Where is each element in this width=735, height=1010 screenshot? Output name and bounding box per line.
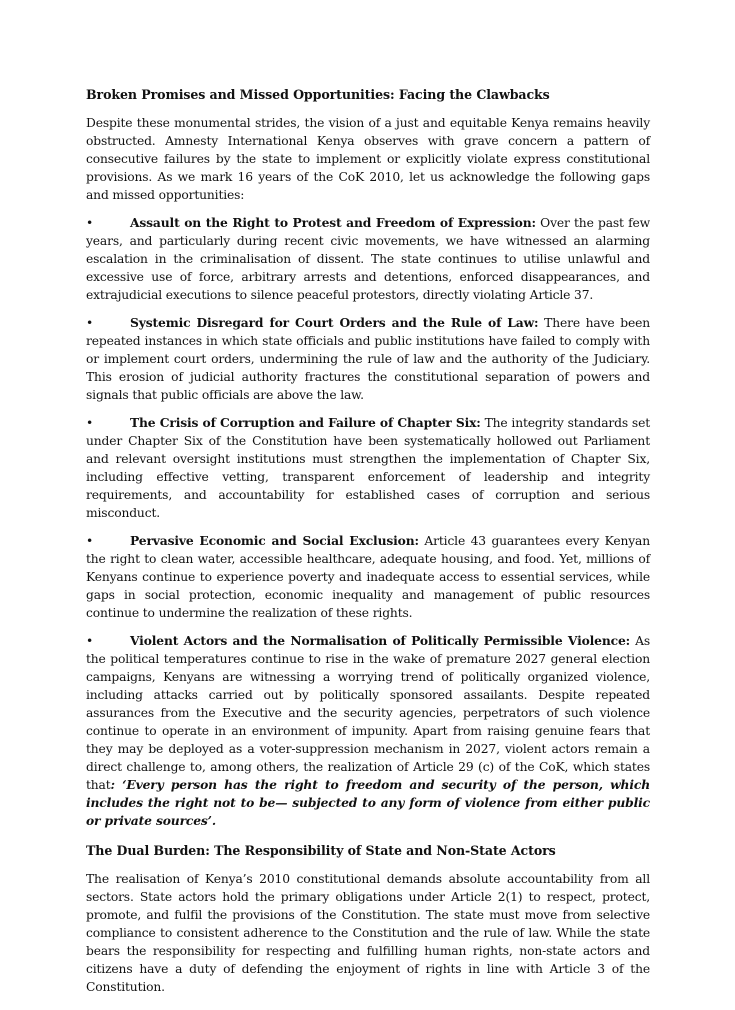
bullet-marker: • (86, 216, 94, 230)
document-page (86, 86, 650, 1006)
article-quote: : ‘Every person has the right to freedom and security of the person, which includes the right not to be— subjected to any form of violence from either public or private sources’. (86, 777, 650, 828)
bullet-body: There have been repeated instances in which state officials and public institutions have failed to comply with or implement court orders, undermining the rule of law and the authority of the Judiciary. This erosion of judicial authority fractures the constitutional separation of powers and signals that public officials are above the law. (86, 316, 650, 402)
section-heading-clawbacks: Broken Promises and Missed Opportunities: Facing the Clawbacks (86, 87, 550, 102)
bullet-title: Violent Actors and the Normalisation of Politically Permissible Violence: (130, 633, 631, 648)
bullet-item-corruption (86, 414, 650, 522)
bullet-body: Article 43 guarantees every Kenyan the right to clean water, accessible healthcare, adequate housing, and food. Yet, millions of Kenyans continue to experience poverty and inadequate access to essential services, while gaps in social protection, economic inequality and management of public resources continue to undermine the realization of these rights. (86, 534, 650, 620)
bullet-item-court-orders (86, 314, 650, 404)
bullet-item-economic-exclusion (86, 532, 650, 622)
bullet-title: Pervasive Economic and Social Exclusion: (130, 533, 419, 548)
bullet-marker: • (86, 634, 94, 648)
dual-burden-paragraph: The realisation of Kenya’s 2010 constitutional demands absolute accountability from all sectors. State actors hold the primary obligations under Article 2(1) to respect, protect, promote, and fulfil the provisions of the Constitution. The state must move from selective compliance to consistent adherence to the Constitution and the rule of law. While the state bears the responsibility for respecting and fulfilling human rights, non-state actors and citizens have a duty of defending the enjoyment of rights in line with Article 3 of the Constitution. (86, 872, 650, 994)
bullet-title: Systemic Disregard for Court Orders and the Rule of Law: (130, 315, 539, 330)
bullet-marker: • (86, 534, 94, 548)
bullet-marker: • (86, 416, 94, 430)
bullet-item-violent-actors (86, 632, 650, 830)
section-heading-dual-burden: The Dual Burden: The Responsibility of State and Non-State Actors (86, 843, 556, 858)
bullet-title: The Crisis of Corruption and Failure of Chapter Six: (130, 415, 481, 430)
bullet-body: As the political temperatures continue to rise in the wake of premature 2027 general election campaigns, Kenyans are witnessing a worrying trend of politically organized violence, including attacks carried out by politically sponsored assailants. Despite repeated assurances from the Executive and the security agencies, perpetrators of such violence continue to operate in an environment of impunity. Apart from raising genuine fears that they may be deployed as a voter-suppression mechanism in 2027, violent actors remain a direct challenge to, among others, the realization of Article 29 (c) of the CoK, which states that (86, 634, 651, 792)
bullet-title: Assault on the Right to Protest and Freedom of Expression: (130, 215, 536, 230)
bullet-item-protest (86, 214, 650, 304)
intro-paragraph: Despite these monumental strides, the vision of a just and equitable Kenya remains heavily obstructed. Amnesty International Kenya observes with grave concern a pattern of consecutive failures by the state to implement or explicitly violate express constitutional provisions. As we mark 16 years of the CoK 2010, let us acknowledge the following gaps and missed opportunities: (86, 116, 650, 202)
bullet-marker: • (86, 316, 94, 330)
bullet-body: Over the past few years, and particularly during recent civic movements, we have witnessed an alarming escalation in the criminalisation of dissent. The state continues to utilise unlawful and excessive use of force, arbitrary arrests and detentions, enforced disappearances, and extrajudicial executions to silence peaceful protestors, directly violating Article 37. (86, 216, 650, 302)
bullet-body: The integrity standards set under Chapter Six of the Constitution have been systematically hollowed out Parliament and relevant oversight institutions must strengthen the implementation of Chapter Six, including effective vetting, transparent enforcement of leadership and integrity requirements, and accountability for established cases of corruption and serious misconduct. (86, 416, 650, 520)
